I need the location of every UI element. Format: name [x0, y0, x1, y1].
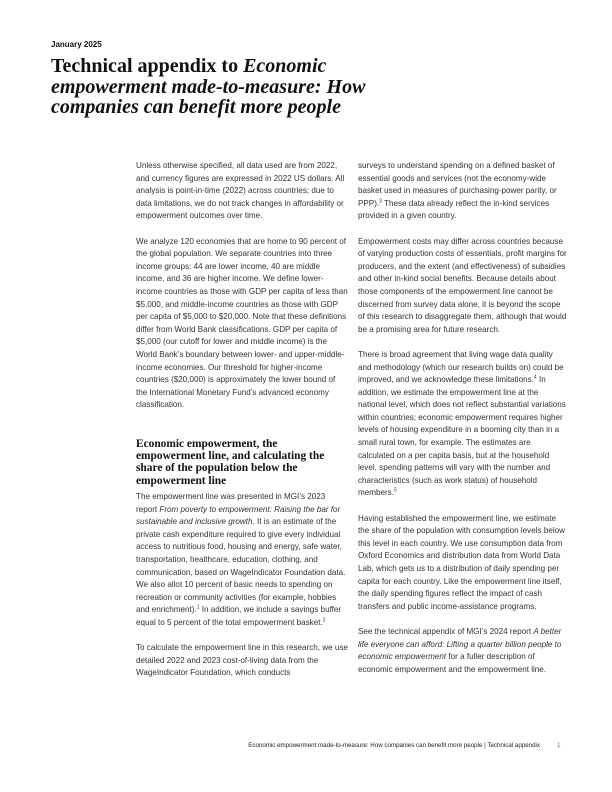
page-footer: Economic empowerment made-to-measure: How companies can benefit more people | Technical appendix — [248, 742, 540, 749]
title-prefix: Technical appendix to — [51, 55, 244, 77]
paragraph-empowerment-line — [136, 491, 348, 630]
left-column — [136, 160, 348, 693]
paragraph-calculation: To calculate the empowerment line in this research, we use detailed 2022 and 2023 cost-of-living data from the WageIndicator Foundation, which conducts — [136, 643, 348, 678]
footnote-ref[interactable]: 3 — [379, 198, 382, 205]
paragraph-data-scope: Unless otherwise specified, all data used are from 2022, and currency figures are expressed in 2022 US dollars. All analysis is point-in-time (2022) across countries; due to data limitations, we do not track changes in affordability or empowerment outcomes over time. — [136, 161, 345, 221]
text-run: In addition, we include a savings buffer equal to 5 percent of the total empowerment basket. — [136, 605, 342, 627]
text-run: See the technical appendix of MGI’s 2024 report — [358, 626, 534, 636]
text-run: . It is an estimate of the private cash expenditure required to give every individual access to nutritious food, housing and energy, safe water, transportation, healthcare, education, clothing, and communication, based on WageIndicator Foundation data. We also allot 10 percent of basic needs to spending on recreation or community activities (for example, hobbies and enrichment). — [136, 517, 346, 615]
section-heading: Economic empowerment, the empowerment line, and calculating the share of the population below the empowerment line — [136, 437, 325, 487]
text-run: In addition, we estimate the empowerment line at the national level, which does not reflect substantial variations within countries; economic empowerment requires higher levels of housing expenditure in a booming city than in a small rural town, for example. The estimates are calculated on a per capita basis, but at the household level, spending patterns will vary with the number and characteristics (such as work status) of household members. — [358, 375, 566, 498]
footnote-ref[interactable]: 1 — [196, 604, 200, 611]
paragraph-see-also — [358, 626, 568, 676]
page-title — [51, 56, 431, 118]
paragraph-population-share: Having established the empowerment line, we estimate the share of the population with consumption levels below this level in each country. We use consumption data from Oxford Economics and distribution data from World Data Lab, which gets us to a distribution of daily spending per capita for each country. Like the empowerment line itself, the daily spending figures reflect the impact of cash transfers and public income-assistance programs. — [358, 513, 565, 611]
text-run: for a fuller description of economic empowerment and the empowerment line. — [358, 652, 547, 674]
text-run: These data already reflect the in-kind services provided in a given country. — [358, 198, 550, 221]
footnote-ref[interactable]: 2 — [322, 617, 326, 624]
paragraph-cost-differences: Empowerment costs may differ across countries because of varying production costs of essentials, profit margins for producers, and the extent (and effectiveness) of subsidies and other in-kind social benefits. Because details about those components of the empowerment line cannot be discerned from survey data alone, it is beyond the scope of this research to disaggregate them, although that would be a promising area for future research. — [358, 236, 567, 334]
page-number: 1 — [557, 742, 561, 749]
footnote-ref[interactable]: 4 — [533, 374, 537, 381]
right-column — [358, 160, 568, 689]
text-run: There is broad agreement that living wage data quality and methodology (which our research builds on) could be improved, and we acknowledge these limitations. — [358, 349, 564, 385]
report-date: January 2025 — [51, 40, 102, 49]
title-italic: Economic empowerment made-to-measure: How companies can benefit more people — [51, 55, 366, 118]
paragraph-surveys — [358, 160, 568, 223]
text-run: surveys to understand spending on a defined basket of essential goods and services (not the economy-wide basket used in measures of purchasing-power parity, or PPP). — [358, 161, 557, 208]
footnote-ref[interactable]: 5 — [393, 487, 397, 494]
report-title-link: From poverty to empowerment: Raising the bar for sustainable and inclusive growth — [136, 504, 341, 527]
report-title-link: A better life everyone can afford: Lifting a quarter billion people to economic empowerment — [358, 626, 562, 662]
paragraph-limitations — [358, 349, 568, 500]
text-run: The empowerment line was presented in MGI’s 2023 report — [136, 492, 326, 514]
paragraph-income-groups: We analyze 120 economies that are home to 90 percent of the global population. We separate countries into three income groups: 44 are lower income, 40 are middle income, and 36 are higher income. We define lower-income countries as those with GDP per capita of less than $5,000, and middle-income countries as those with GDP per capita of $5,000 to $20,000. Note that these definitions differ from World Bank classifications. GDP per capita of $5,000 (our cutoff for lower and middle income) is the World Bank’s boundary between lower- and upper-middle-income economies. Our threshold for higher-income countries ($20,000) is approximately the lower bound of the International Monetary Fund’s advanced economy classification. — [136, 236, 348, 410]
